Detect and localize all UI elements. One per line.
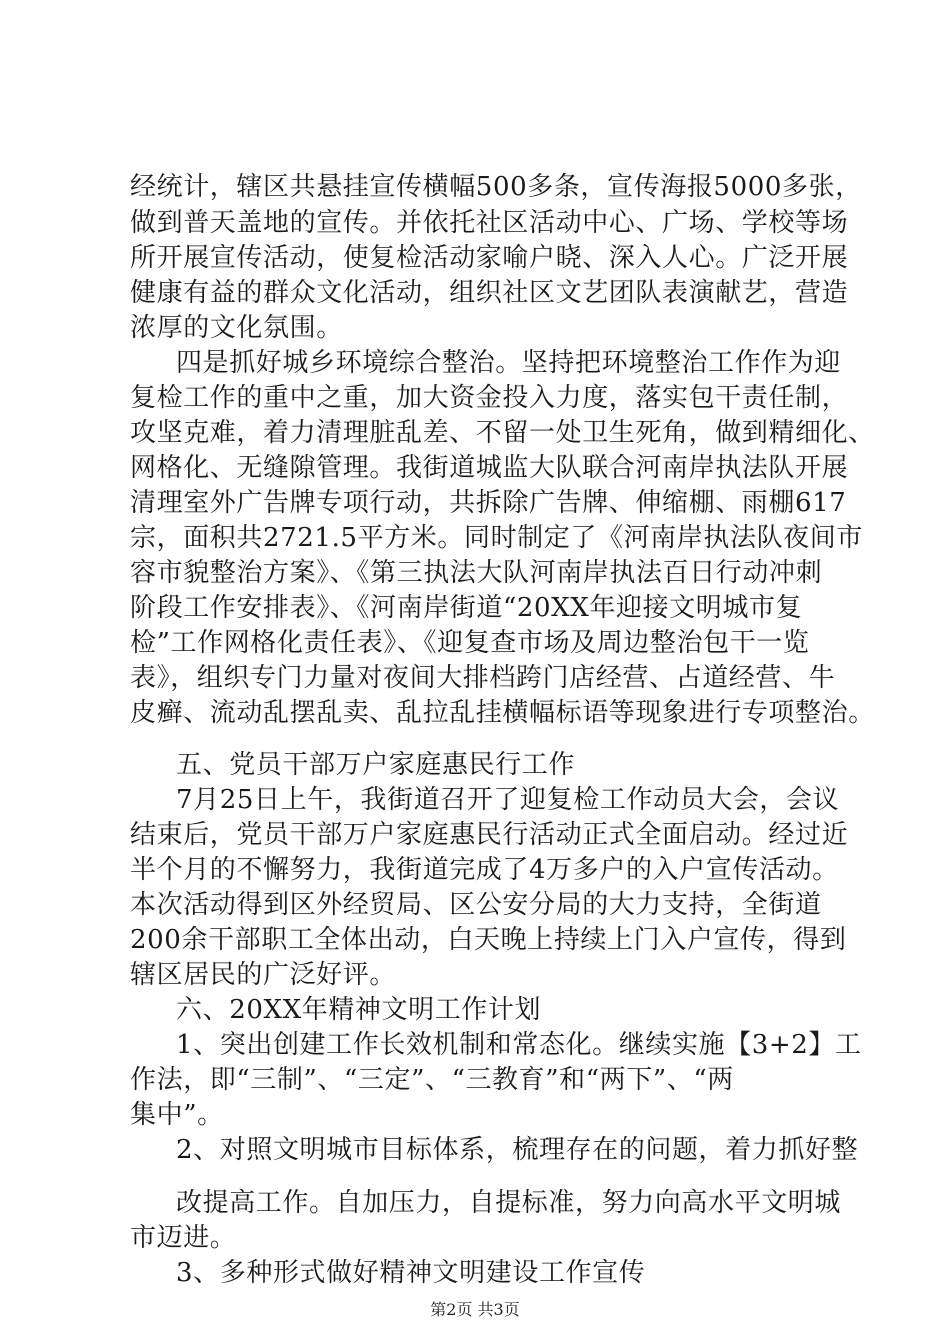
text-line: 1、突出创建工作长效机制和常态化。继续实施【3+2】工: [176, 1030, 862, 1060]
text-line: 经统计，辖区共悬挂宣传横幅500多条，宣传海报5000多张，: [130, 172, 862, 202]
text-line: 改提高工作。自加压力，自提标准，努力向高水平文明城: [176, 1188, 842, 1218]
text-line: 阶段工作安排表》、《河南岸街道“20XX年迎接文明城市复: [130, 593, 803, 623]
text-line: 7月25日上午，我街道召开了迎复检工作动员大会，会议: [176, 785, 840, 815]
page-number-footer: 第2页 共3页: [430, 1300, 520, 1319]
text-line: 200余干部职工全体出动，白天晚上持续上门入户宣传，得到: [130, 925, 847, 955]
text-line: 本次活动得到区外经贸局、区公安分局的大力支持，全街道: [130, 890, 822, 920]
text-line: 宗，面积共2721.5平方米。同时制定了《河南岸执法队夜间市: [130, 523, 863, 553]
text-line: 检”工作网格化责任表》、《迎复查市场及周边整治包干一览: [130, 628, 810, 658]
text-line: 做到普天盖地的宣传。并依托社区活动中心、广场、学校等场: [130, 208, 849, 238]
text-line: 作法，即“三制”、“三定”、“三教育”和“两下”、“两: [130, 1065, 734, 1095]
text-line: 皮癣、流动乱摆乱卖、乱拉乱挂横幅标语等现象进行专项整治。: [130, 698, 875, 728]
text-line: 四是抓好城乡环境综合整治。坚持把环境整治工作作为迎: [176, 348, 842, 378]
section-heading: 五、党员干部万户家庭惠民行工作: [176, 750, 576, 780]
text-line: 集中”。: [130, 1100, 224, 1130]
text-line: 辖区居民的广泛好评。: [130, 960, 397, 990]
text-line: 结束后，党员干部万户家庭惠民行活动正式全面启动。经过近: [130, 820, 849, 850]
text-line: 健康有益的群众文化活动，组织社区文艺团队表演献艺，营造: [130, 278, 849, 308]
text-line: 清理室外广告牌专项行动，共拆除广告牌、伸缩棚、雨棚617: [130, 488, 847, 518]
text-line: 复检工作的重中之重，加大资金投入力度，落实包干责任制，: [130, 383, 849, 413]
text-line: 3、多种形式做好精神文明建设工作宣传: [176, 1258, 646, 1288]
text-line: 攻坚克难，着力清理脏乱差、不留一处卫生死角，做到精细化、: [130, 418, 875, 448]
section-heading: 六、20XX年精神文明工作计划: [176, 995, 542, 1025]
text-line: 2、对照文明城市目标体系，梳理存在的问题，着力抓好整: [176, 1135, 859, 1165]
text-line: 容市貌整治方案》、《第三执法大队河南岸执法百日行动冲刺: [130, 558, 823, 588]
text-line: 表》，组织专门力量对夜间大排档跨门店经营、占道经营、牛: [130, 663, 836, 693]
text-line: 所开展宣传活动，使复检活动家喻户晓、深入人心。广泛开展: [130, 243, 849, 273]
text-line: 半个月的不懈努力，我街道完成了4万多户的入户宣传活动。: [130, 855, 839, 885]
text-line: 浓厚的文化氛围。: [130, 313, 343, 343]
text-line: 市迈进。: [130, 1223, 237, 1253]
text-line: 网格化、无缝隙管理。我街道城监大队联合河南岸执法队开展: [130, 453, 849, 483]
